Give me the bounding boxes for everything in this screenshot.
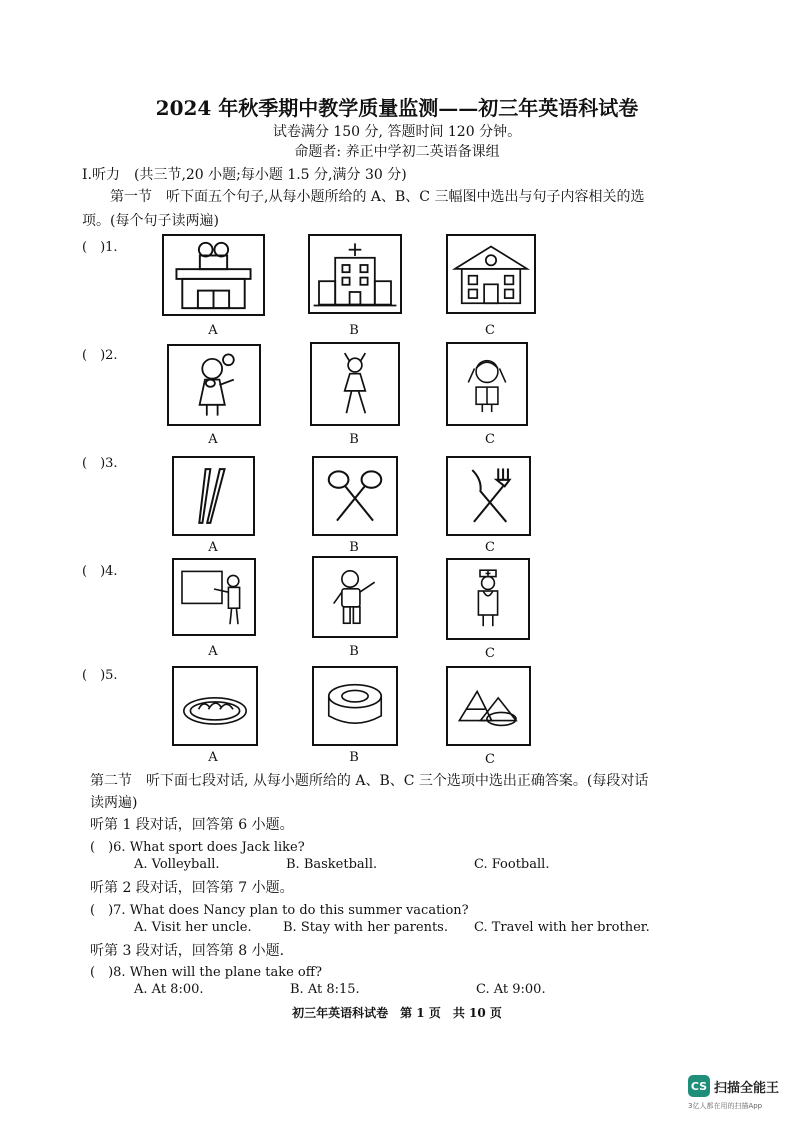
question-8-number: ( )8. [90, 965, 126, 980]
girl-eating-icon[interactable] [167, 344, 261, 426]
option-4b-label: B [349, 644, 359, 659]
question-number-5: ( )5. [82, 668, 118, 683]
question-7 [90, 899, 469, 918]
section1-instruction-line1: 第一节 听下面五个句子,从每小题所给的 A、B、C 三幅图中选出与句子内容相关的选 [110, 189, 645, 205]
camscanner-watermark [688, 1075, 779, 1097]
question-7-number: ( )7. [90, 903, 126, 918]
chopsticks-icon[interactable] [172, 456, 255, 536]
question-8-text: When will the plane take off? [129, 965, 322, 980]
camscanner-name: 扫描全能王 [714, 1080, 780, 1096]
question-7-text: What does Nancy plan to do this summer vacation? [129, 903, 469, 918]
girl-reading-icon[interactable] [446, 342, 528, 426]
option-7a[interactable]: A. Visit her uncle. [134, 920, 252, 935]
section2-instruction-line1: 第二节 听下面七段对话, 从每小题所给的 A、B、C 三个选项中选出正确答案。(每段对话 [90, 773, 649, 789]
question-6-text: What sport does Jack like? [129, 840, 305, 855]
dialog-3-prompt: 听第 3 段对话，回答第 8 小题. [90, 943, 285, 959]
camscanner-logo-icon: CS [688, 1075, 710, 1097]
option-8b[interactable]: B. At 8:15. [290, 982, 360, 997]
option-1b-label: B [349, 323, 359, 338]
option-3b-label: B [349, 540, 359, 555]
fork-knife-icon[interactable] [446, 456, 531, 536]
question-8 [90, 961, 322, 980]
police-station-icon[interactable] [446, 234, 536, 314]
camscanner-tagline: 3亿人都在用的扫描App [688, 1102, 763, 1110]
option-8c[interactable]: C. At 9:00. [476, 982, 546, 997]
option-2b-label: B [349, 432, 359, 447]
option-6a[interactable]: A. Volleyball. [134, 857, 220, 872]
option-6b[interactable]: B. Basketball. [286, 857, 378, 872]
question-6-number: ( )6. [90, 840, 126, 855]
exam-subtitle-author: 命题者: 养正中学初二英语备课组 [294, 144, 500, 160]
page-footer: 初三年英语科试卷 第 1 页 共 10 页 [292, 1006, 502, 1020]
option-6c[interactable]: C. Football. [474, 857, 550, 872]
question-6 [90, 836, 305, 855]
dialog-2-prompt: 听第 2 段对话，回答第 7 小题。 [90, 880, 294, 896]
hospital-building-icon[interactable] [308, 234, 402, 314]
option-4c-label: C [485, 646, 495, 661]
option-2a-label: A [208, 432, 218, 447]
option-4a-label: A [208, 644, 218, 659]
question-number-3: ( )3. [82, 456, 118, 471]
option-7c[interactable]: C. Travel with her brother. [474, 920, 650, 935]
girl-dancing-icon[interactable] [310, 342, 400, 426]
option-1a-label: A [208, 323, 218, 338]
spoons-icon[interactable] [312, 456, 398, 536]
doctor-icon[interactable] [446, 558, 530, 640]
dumplings-icon[interactable] [172, 666, 258, 746]
dialog-1-prompt: 听第 1 段对话，回答第 6 小题。 [90, 817, 294, 833]
part1-heading: Ⅰ.听力 (共三节,20 小题;每小题 1.5 分,满分 30 分) [82, 167, 407, 183]
option-2c-label: C [485, 432, 495, 447]
teacher-icon[interactable] [172, 558, 256, 636]
exam-subtitle-score: 试卷满分 150 分, 答题时间 120 分钟。 [272, 124, 522, 140]
option-5a-label: A [208, 750, 218, 765]
option-3a-label: A [208, 540, 218, 555]
question-number-2: ( )2. [82, 348, 118, 363]
option-5c-label: C [485, 752, 495, 767]
section2-instruction-line2: 读两遍) [90, 795, 138, 811]
option-8a[interactable]: A. At 8:00. [134, 982, 204, 997]
question-number-1: ( )1. [82, 240, 118, 255]
exam-title: 2024 年秋季期中教学质量监测——初三年英语科试卷 [155, 96, 639, 120]
zongzi-icon[interactable] [446, 666, 531, 746]
option-5b-label: B [349, 750, 359, 765]
cinema-icon[interactable] [162, 234, 265, 316]
option-1c-label: C [485, 323, 495, 338]
option-7b[interactable]: B. Stay with her parents. [283, 920, 448, 935]
astronaut-icon[interactable] [312, 556, 398, 638]
section1-instruction-line2: 项。(每个句子读两遍) [82, 213, 219, 229]
question-number-4: ( )4. [82, 564, 118, 579]
option-3c-label: C [485, 540, 495, 555]
mooncake-icon[interactable] [312, 666, 398, 746]
